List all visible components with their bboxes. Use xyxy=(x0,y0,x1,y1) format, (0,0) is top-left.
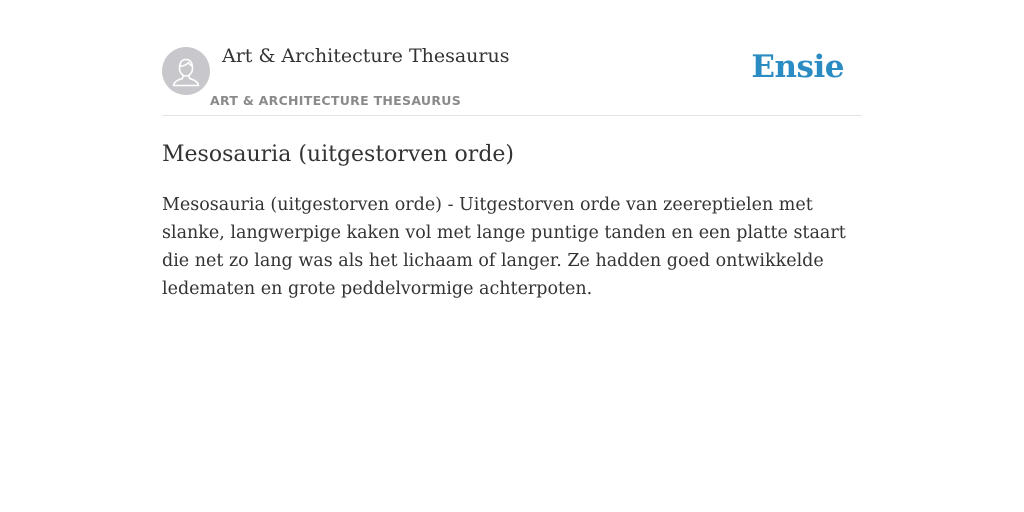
source-label[interactable]: ART & ARCHITECTURE THESAURUS xyxy=(210,93,462,108)
card-header xyxy=(162,40,862,116)
article-body: Mesosauria (uitgestorven orde) - Uitgestorven orde van zeereptielen met slanke, langwerpige kaken vol met lange puntige tanden en een platte staart die net zo lang was als het lichaam of langer. Ze hadden goed ontwikkelde ledematen en grote peddelvormige achterpoten. xyxy=(162,195,846,299)
ensie-logo[interactable]: Ensie xyxy=(751,49,844,85)
avatar[interactable] xyxy=(162,47,210,95)
author-name[interactable]: Art & Architecture Thesaurus xyxy=(222,45,510,67)
article-title: Mesosauria (uitgestorven orde) xyxy=(162,142,514,167)
definition-card xyxy=(162,40,862,303)
user-silhouette-icon xyxy=(162,47,210,95)
